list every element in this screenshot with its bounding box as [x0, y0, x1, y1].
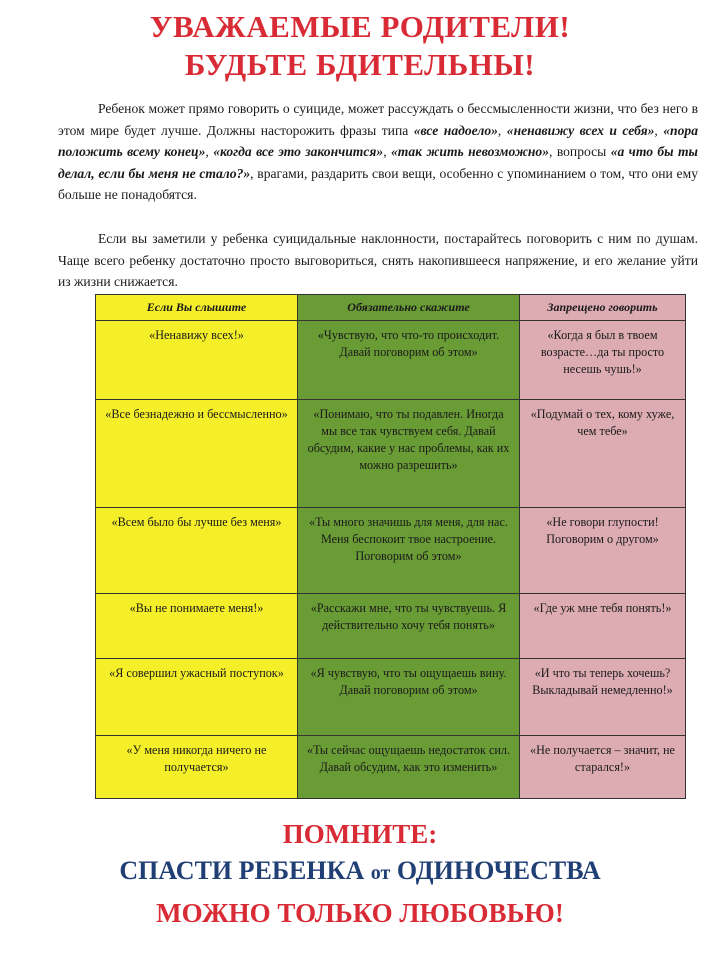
cell-hear: «Я совершил ужасный поступок» [96, 658, 298, 735]
remember-heading: ПОМНИТЕ: [282, 819, 438, 849]
warning-phrase: «а что бы ты делал, если бы меня не стало?» [58, 144, 698, 181]
warning-phrase: «так жить невозможно» [391, 144, 550, 159]
intro-paragraph-1 [58, 98, 698, 206]
cell-say: «Расскажи мне, что ты чувствуешь. Я действительно хочу тебя понять» [298, 593, 520, 658]
cell-hear: «Ненавижу всех!» [96, 321, 298, 400]
cell-say: «Понимаю, что ты подавлен. Иногда мы все так чувствуем себя. Давай обсудим, какие у нас проблемы, как их можно разрешить» [298, 400, 520, 508]
table-header-row [96, 295, 686, 321]
table-row [96, 593, 686, 658]
title-line-1: УВАЖАЕМЫЕ РОДИТЕЛИ! [149, 9, 571, 44]
intro-text: , вопросы [549, 144, 611, 159]
phrases-table [95, 294, 686, 799]
save-text: от [370, 862, 391, 884]
save-text: СПАСТИ РЕБЕНКА [119, 856, 371, 885]
warning-phrase: «когда все это закончится» [213, 144, 384, 159]
intro-text: , [205, 144, 214, 159]
table-row [96, 321, 686, 400]
intro-text: , врагами, раздарить свои вещи, особенно с упоминанием о том, что они ему больше не понадобятся. [58, 165, 698, 202]
cell-forbidden: «Где уж мне тебя понять!» [520, 593, 686, 658]
warning-phrase: «пора положить всему конец» [58, 122, 698, 159]
warning-phrase: «ненавижу всех и себя» [506, 122, 655, 138]
header-forbidden: Запрещено говорить [520, 295, 686, 321]
cell-hear: «Всем было бы лучше без меня» [96, 508, 298, 593]
header-if-you-hear: Если Вы слышите [96, 295, 298, 321]
intro-text: , [654, 122, 664, 138]
cell-hear: «Все безнадежно и бессмысленно» [96, 400, 298, 508]
cell-forbidden: «Когда я был в твоем возрасте…да ты просто несешь чушь!» [520, 321, 686, 400]
cell-forbidden: «Подумай о тех, кому хуже, чем тебе» [520, 400, 686, 508]
cell-hear: «Вы не понимаете меня!» [96, 593, 298, 658]
save-text: ОДИНОЧЕСТВА [390, 856, 601, 885]
table-row [96, 658, 686, 735]
header-must-say: Обязательно скажите [298, 295, 520, 321]
table-row [96, 508, 686, 593]
cell-forbidden: «Не получается – значит, не старался!» [520, 735, 686, 798]
only-love-line: МОЖНО ТОЛЬКО ЛЮБОВЬЮ! [156, 898, 564, 928]
cell-forbidden: «И что ты теперь хочешь? Выкладывай немедленно!» [520, 658, 686, 735]
warning-phrase: «все надоело» [413, 122, 498, 138]
intro-text: , [383, 144, 391, 159]
intro-paragraph-2: Если вы заметили у ребенка суицидальные наклонности, постарайтесь поговорить с ним по душам. Чаще всего ребенку достаточно просто выговориться, снять накопившееся напряжение, и его желание уйти из жизни снижается. [58, 231, 698, 289]
title-line-2: БУДЬТЕ БДИТЕЛЬНЫ! [184, 47, 536, 82]
cell-say: «Ты много значишь для меня, для нас. Меня беспокоит твое настроение. Поговорим об этом» [298, 508, 520, 593]
intro-text: Ребенок может прямо говорить о суициде, может рассуждать о бессмысленности жизни, что без него в этом мире будет лучше. Должны насторожить фразы типа [58, 101, 698, 138]
intro-text: , [497, 122, 507, 138]
table-row [96, 735, 686, 798]
cell-say: «Я чувствую, что ты ощущаешь вину. Давай поговорим об этом» [298, 658, 520, 735]
cell-say: «Чувствую, что что-то происходит. Давай поговорим об этом» [298, 321, 520, 400]
cell-forbidden: «Не говори глупости! Поговорим о другом» [520, 508, 686, 593]
save-child-line [0, 856, 720, 888]
cell-hear: «У меня никогда ничего не получается» [96, 735, 298, 798]
table-row [96, 400, 686, 508]
cell-say: «Ты сейчас ощущаешь недостаток сил. Давай обсудим, как это изменить» [298, 735, 520, 798]
